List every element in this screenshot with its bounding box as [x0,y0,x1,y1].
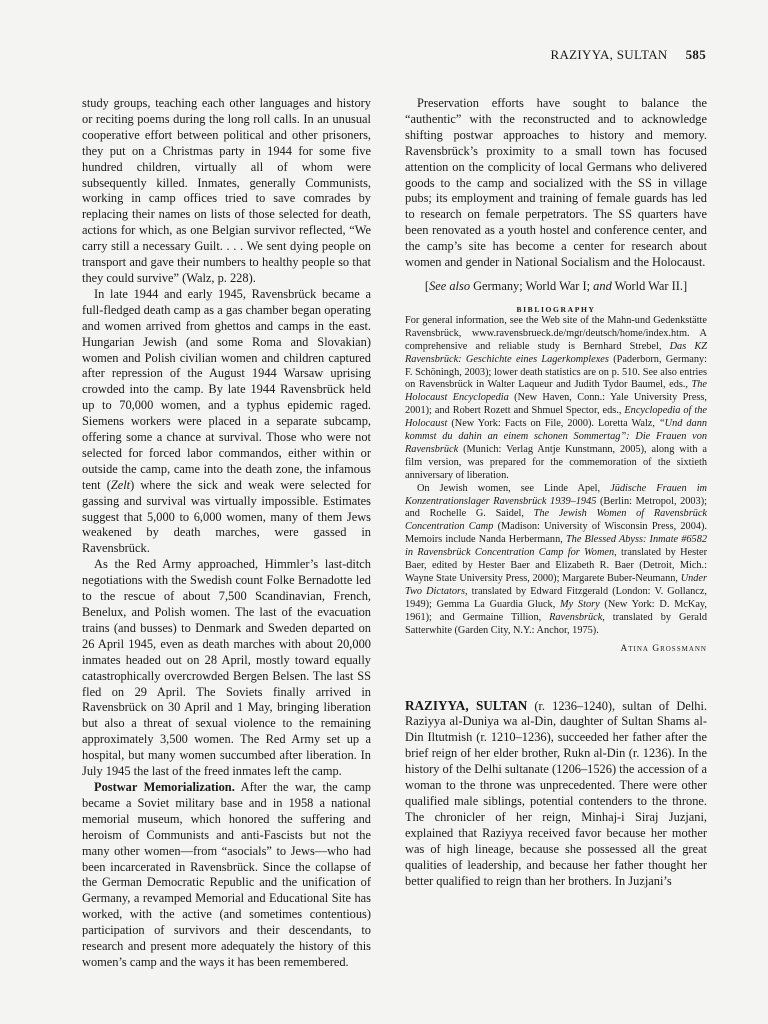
running-header [550,47,706,63]
paragraph-liberation: As the Red Army approached, Himmler’s last-ditch negotiations with the Swedish count Folke Bernadotte led to the rescue of about 7,500 Scandinavian, French, Benelux, and Polish women. The last of the evacuation trains (and busses) to Denmark and Sweden departed on 26 April 1945, even as death marches with about 20,000 inmates headed out on 28 April, mostly toward equally catastrophically overcrowded Bergen Belsen. The last SS fled on 29 April. The Soviets finally arrived in Ravensbrück on 30 April and 1 May, bringing liberation but also a threat of sexual violence to the remaining approximately 3,500 women. The Red Army set up a hospital, but many women succumbed after liberation. In July 1945 the last of the freed inmates left the camp. [82,557,371,779]
paragraph-postwar-memorialization: Postwar Memorialization. After the war, the camp became a Soviet military base and in 1958 a national memorial museum, which honored the suffering and heroism of Communists and anti-Fascists but not the many other women—from “asocials” to Jews—who had been incarcerated in Ravensbrück. Since the collapse of the German Democratic Republic and the unification of Germany, a revamped Memorial and Educational Site has worked, with the active (and sometimes contentious) participation of survivors and their descendants, to research and present more adequately the history of this women’s camp and the ways it has been remembered. [82,779,371,969]
page-number: 585 [685,47,706,62]
paragraph-death-camp: In late 1944 and early 1945, Ravensbrück became a full-fledged death camp as a gas chamber began operating and women arrived from ghettos and camps in the east. Hungarian Jewish (and some Roma and Slovakian) women and Polish civilian women and children captured after repression of the August 1944 Warsaw uprising crowded into the camp. By late 1944 Ravensbrück held up to 70,000 women, and a typhus epidemic raged. Siemens workers were placed in a separate subcamp, offering some a chance at survival. Those who were not selected for forced labor commandos, either within or outside the camp, came into the death zone, the infamous tent (Zelt) where the sick and weak were selected for gassing and survival was virtually impossible. Estimates suggest that 5,000 to 6,000 women, many of them Jews weakened by death marches, were gassed in Ravensbrück. [82,286,371,556]
running-head-title: RAZIYYA, SULTAN [550,47,668,62]
bibliography-paragraph-jewish-women: On Jewish women, see Linde Apel, Jüdische Frauen im Konzentrationslager Ravensbrück 1939–1945 (Berlin: Metropol, 2003); and Rochelle G. Saidel, The Jewish Women of Ravensbrück Concentration Camp (Madison: University of Wisconsin Press, 2004). Memoirs include Nanda Herbermann, The Blessed Abyss: Inmate #6582 in Ravensbrück Concentration Camp for Women, translated by Hester Baer, edited by Hester Baer and Elizabeth R. Baer (Detroit, Mich.: Wayne State University Press, 2000); Margarete Buber-Neumann, Under Two Dictators, translated by Edward Fitzgerald (London: V. Gollancz, 1949); Gemma La Guardia Gluck, My Story (New York: D. McKay, 1961); and Germaine Tillion, Ravensbrück, translated by Gerald Satterwhite (Garden City, N.Y.: Anchor, 1975). [405,482,708,636]
entry-title: RAZIYYA, SULTAN [405,697,528,713]
left-column [82,96,371,971]
article-author: Atina Grossmann [620,643,707,654]
bibliography-heading: BIBLIOGRAPHY [516,304,596,314]
bibliography-paragraph-general: For general information, see the Web site of the Mahn-und Gedenkstätte Ravensbrück, www.ravensbrueck.de/mgr/deutsch/home/index.htm. A comprehensive and reliable study is Bernhard Strebel, Das KZ Ravensbrück: Geschichte eines Lagerkomplexes (Paderborn, Germany: F. Schöningh, 2003); lower death statistics are on p. 510. See also entries on Ravensbrück in Walter Laqueur and Judith Tydor Baumel, eds., The Holocaust Encyclopedia (New Haven, Conn.: Yale University Press, 2001); and Robert Rozett and Shmuel Spector, eds., Encyclopedia of the Holocaust (New York: Facts on File, 2000). Loretta Walz, “Und dann kommst du dahin an einem schonen Sommertag”: Die Frauen von Ravensbrück (Munich: Verlag Antje Kunstmann, 2005), along with a film version, was prepared for the commemoration of the sixtieth anniversary of liberation. [405,314,707,481]
see-also: [See also Germany; World War I; and World War II.] [424,278,688,293]
right-column [405,96,707,889]
entry-raziyya-sultan: RAZIYYA, SULTAN (r. 1236–1240), sultan of Delhi. Raziyya al-Duniya wa al-Din, daughter of Sultan Shams al-Din Iltutmish (r. 1210–1236), succeeded her father after the brief reign of her elder brother, Rukn al-Din (r. 1236). In the history of the Delhi sultanate (1206–1526) the accession of a woman to the throne was unprecedented. There were other qualified male siblings, potential contenders to the throne. The chronicler of her reign, Minhaj-i Siraj Juzjani, explained that Raziyya received favor because her mother was of high lineage, because she possessed all the great qualities of leadership, and because her father thought her better qualified to reign than her brothers. In Juzjani’s [405,697,707,888]
section-heading-postwar: Postwar Memorialization. [94,779,235,794]
bibliography [405,315,707,638]
paragraph-preservation: Preservation efforts have sought to balance the “authentic” with the reconstructed and to acknowledge shifting postwar approaches to history and memory. Ravensbrück’s proximity to a small town has focused attention on the complicity of local Germans who delivered goods to the camp and socialized with the SS in village pubs; its employment and training of female guards has led to research on female perpetrators. The SS quarters have been renovated as a youth hostel and conference center, and the camp’s site has become a center for research about women and gender in National Socialism and the Holocaust. [405,96,707,270]
paragraph-camp-resistance: study groups, teaching each other languages and history or reciting poems during the long roll calls. In an unusual cooperative effort between political and other prisoners, they put on a Christmas party in 1944 for some five hundred children, virtually all of whom were subsequently killed. Inmates, generally Communists, working in camp offices tried to save comrades by replacing their names on lists of those selected for death, actions for which, as one Belgian survivor reflected, “We carry still a necessary Guilt. . . . We sent dying people on transport and gave their numbers to healthy people so that they could survive” (Walz, p. 228). [82,96,371,285]
